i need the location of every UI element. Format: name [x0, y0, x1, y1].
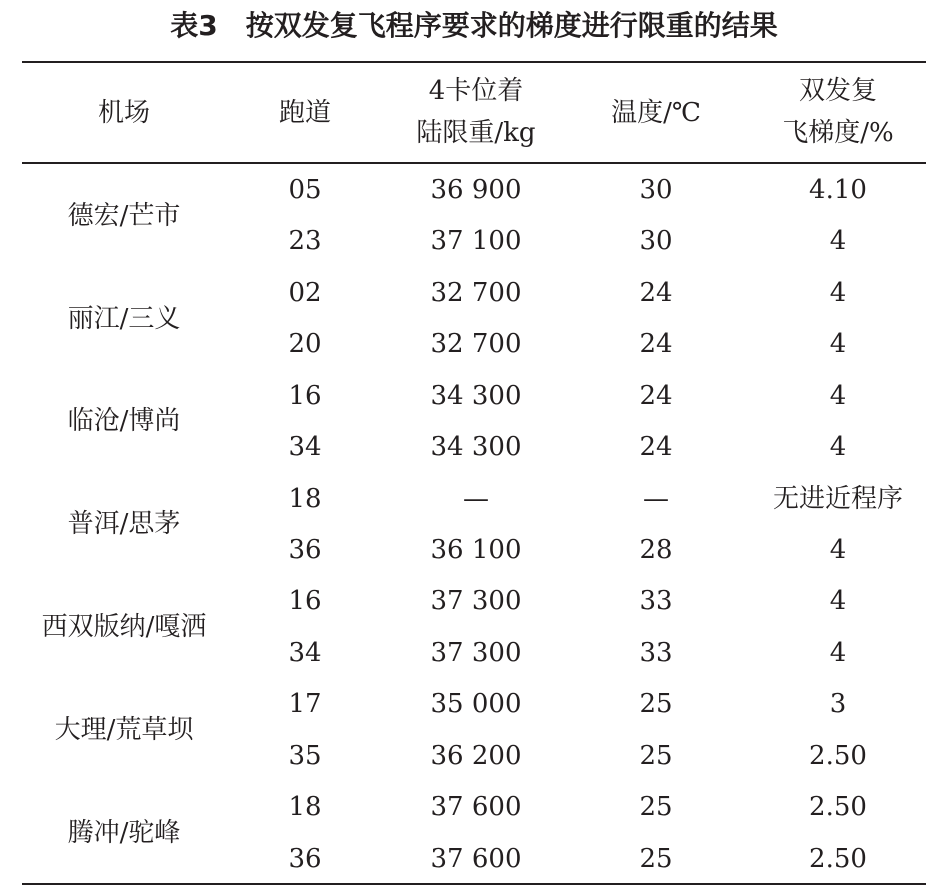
- header-gradient-line1: 双发复: [798, 76, 877, 106]
- temperature-cell: 24: [639, 381, 673, 411]
- gradient-cell: 4: [829, 535, 847, 565]
- landing-weight-cell: 34 300: [430, 432, 522, 462]
- landing-weight-cell: —: [463, 484, 489, 514]
- landing-weight-cell: 37 600: [430, 844, 522, 874]
- runway-cell: 34: [288, 432, 322, 462]
- temperature-cell: 24: [639, 432, 673, 462]
- runway-cell: 20: [288, 329, 322, 359]
- gradient-cell: 4: [829, 329, 847, 359]
- airport-name: 大理/荒草坝: [54, 715, 194, 745]
- runway-cell: 23: [288, 226, 322, 256]
- temperature-cell: 25: [639, 741, 673, 771]
- runway-cell: 35: [288, 741, 322, 771]
- gradient-cell: 4: [829, 381, 847, 411]
- runway-cell: 18: [288, 484, 322, 514]
- gradient-cell: 2.50: [809, 844, 867, 874]
- temperature-cell: 28: [639, 535, 673, 565]
- runway-cell: 36: [288, 535, 322, 565]
- header-gradient: [782, 70, 893, 154]
- runway-cell: 36: [288, 844, 322, 874]
- temperature-cell: 33: [639, 638, 673, 668]
- landing-weight-cell: 34 300: [430, 381, 522, 411]
- runway-cell: 16: [288, 381, 322, 411]
- gradient-cell: 4: [829, 226, 847, 256]
- temperature-cell: 30: [639, 175, 673, 205]
- gradient-cell: 4.10: [809, 175, 867, 205]
- gradient-cell: 4: [829, 432, 847, 462]
- gradient-cell: 2.50: [809, 741, 867, 771]
- runway-cell: 34: [288, 638, 322, 668]
- header-rule: [22, 162, 926, 164]
- runway-cell: 18: [288, 792, 322, 822]
- table-title: [0, 6, 948, 46]
- runway-cell: 16: [288, 586, 322, 616]
- airport-name: 德宏/芒市: [67, 201, 181, 231]
- landing-weight-cell: 32 700: [430, 329, 522, 359]
- runway-cell: 05: [288, 175, 322, 205]
- header-landing-weight-line2: 陆限重/kg: [416, 118, 536, 148]
- temperature-cell: 24: [639, 329, 673, 359]
- gradient-cell: 4: [829, 586, 847, 616]
- header-runway: 跑道: [278, 98, 332, 128]
- landing-weight-cell: 37 600: [430, 792, 522, 822]
- landing-weight-cell: 32 700: [430, 278, 522, 308]
- airport-name: 普洱/思茅: [67, 509, 181, 539]
- gradient-cell: 4: [829, 638, 847, 668]
- temperature-cell: 33: [639, 586, 673, 616]
- runway-cell: 02: [288, 278, 322, 308]
- header-landing-weight-line1: 4卡位着: [428, 76, 524, 106]
- header-airport: 机场: [97, 98, 151, 128]
- gradient-cell: 2.50: [809, 792, 867, 822]
- header-gradient-line2: 飞梯度/%: [782, 118, 894, 148]
- landing-weight-cell: 37 100: [430, 226, 522, 256]
- gradient-cell: 3: [829, 689, 847, 719]
- landing-weight-cell: 36 900: [430, 175, 522, 205]
- airport-name: 临沧/博尚: [67, 406, 181, 436]
- gradient-cell: 无进近程序: [772, 484, 904, 514]
- airport-name: 腾冲/驼峰: [67, 818, 181, 848]
- table-caption: 按双发复飞程序要求的梯度进行限重的结果: [245, 9, 778, 42]
- temperature-cell: 24: [639, 278, 673, 308]
- table-number: 表3: [170, 9, 218, 42]
- landing-weight-cell: 37 300: [430, 638, 522, 668]
- landing-weight-cell: 37 300: [430, 586, 522, 616]
- landing-weight-cell: 36 200: [430, 741, 522, 771]
- temperature-cell: 30: [639, 226, 673, 256]
- gradient-cell: 4: [829, 278, 847, 308]
- header-temperature: 温度/℃: [611, 98, 701, 128]
- top-rule: [22, 61, 926, 63]
- landing-weight-cell: 36 100: [430, 535, 522, 565]
- airport-name: 西双版纳/嘎洒: [41, 612, 207, 642]
- runway-cell: 17: [288, 689, 322, 719]
- landing-weight-cell: 35 000: [430, 689, 522, 719]
- airport-name: 丽江/三义: [67, 304, 181, 334]
- temperature-cell: 25: [639, 792, 673, 822]
- header-landing-weight: [416, 70, 535, 154]
- temperature-cell: —: [643, 484, 669, 514]
- temperature-cell: 25: [639, 844, 673, 874]
- bottom-rule: [22, 883, 926, 885]
- temperature-cell: 25: [639, 689, 673, 719]
